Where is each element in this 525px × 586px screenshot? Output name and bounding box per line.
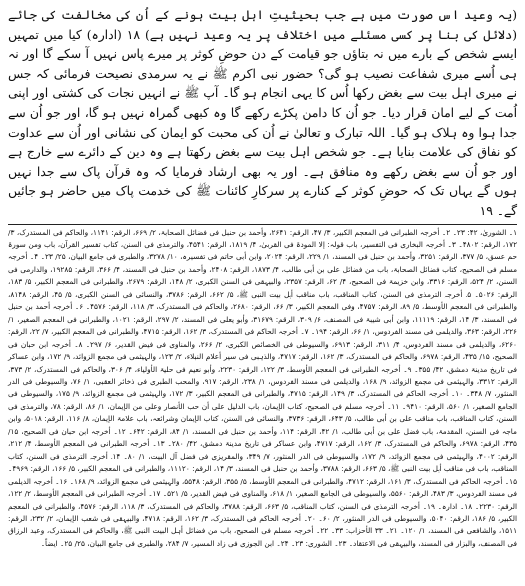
main-paragraph: (یہ وعید اس صورت میں ہے جب بحیثیتِ اہل بیت ہونے کے اُن کی مخالفت کی جائے (دلائل کی بنا پر کسی مسئلے میں اختلاف پر یہ وعید نہیں ہے) ۱۸ (ادارہ) کیا میں تمہیں ایسے شخص کے بارے میں نہ بتاؤں جو قیامت کے دن حوضِ کوثر پر میرے پاس نہیں آ سکے گا اور نہ ہی اُسے میری شفاعت نصیب ہو گی؟ حضور نبی اکرم ﷺ نے یہ سرمدی نصیحت فرمائی کہ جس نے میری اہل بیت سے بغض رکھا اُس کا یہی انجام ہو گا۔ آپ ﷺ نے انہیں نجات کی کشتی اور اپنی اُمت کے لیے امان قرار دیا۔ جو اُن کا دامن پکڑے رکھے گا وہ کبھی گمراہ نہیں ہو گا، اور جو اُن سے جدا ہوا وہ ہلاک ہو گیا۔ اللہ تبارک و تعالیٰ نے اُن کی محبت کو ایمان کی نشانی اور اُن سے عداوت کو نفاق کی علامت بنایا ہے۔ جو شخص اہل بیت سے بغض رکھتا ہے وہ دین کے دائرے سے خارج ہے اور جو اُن سے بغض رکھے وہ منافق ہے۔ اور یہ بھی ارشاد فرمایا کہ وہ قرآن پاک سے جدا نہیں ہوں گے یہاں تک کہ حوضِ کوثر کے کنارے پر سرکارِ کائنات ﷺ کی خدمت پاک میں حاضر ہو جائیں گے۔ ۱۹ (8, 8, 517, 218)
footnotes-block (8, 227, 517, 551)
footnote-separator (8, 224, 517, 225)
footnotes-text: ۱۔ الشوریٰ، ۴۲: ۲۳۔ ۲۔ أخرجہ الطبرانی فی المعجم الکبیر، ۳/ ۴۷، الرقم: ۲۶۴۱، وأحمد بن حنبل فی فضائل الصحابۃ، ۲/ ۶۶۹، الرقم: ۱۱۴۱، والحاکم فی المستدرک، ۳/ ۱۷۲، الرقم: ۴۸۰۲۔ ۳۔ أخرجہ البخاری فی التفسیر، باب قولہ: إلا المودۃ فی القربیٰ، ۴/ ۱۸۱۹، الرقم: ۴۵۴۱، والترمذی فی السنن، کتاب تفسیر القرآن، باب ومن سورۃ حم عسق، ۵/ ۳۷۷، الرقم: ۳۲۵۱، وأحمد بن حنبل فی المسند، ۱/ ۲۲۹، الرقم: ۲۰۲۴، وابن أبی حاتم فی تفسیرہ، ۱۰/ ۳۲۷۸، والطبری فی جامع البیان، ۲۵/ ۲۳۔ ۴۔ أخرجہ مسلم فی الصحیح، کتاب فضائل الصحابۃ، باب من فضائل علی بن أبی طالب، ۴/ ۱۸۷۳، الرقم: ۲۴۰۸، وأحمد بن حنبل فی المسند، ۴/ ۳۶۶، الرقم: ۱۹۲۸۵، والدارمی فی السنن، ۲/ ۵۲۴، الرقم: ۳۳۱۶، وابن خزیمۃ فی الصحیح، ۴/ ۶۲، الرقم: ۲۳۵۷، والبیہقی فی السنن الکبری، ۲/ ۱۴۸، الرقم: ۲۶۷۹، والطبرانی فی المعجم الکبیر، ۵/ ۱۸۳، الرقم: ۵۰۲۶۔ ۵۔ أخرجہ الترمذی فی السنن، کتاب المناقب، باب مناقب أہل بیت النبی ﷺ، ۵/ ۶۶۲، الرقم: ۳۷۸۶، والنسائی فی السنن الکبری، ۵/ ۴۵، الرقم: ۸۱۴۸، والطبرانی فی المعجم الأوسط، ۵/ ۸۹، الرقم: ۴۷۵۷، وفی المعجم الکبیر، ۳/ ۶۶، الرقم: ۲۶۸۰، والحاکم فی المستدرک، ۳/ ۱۱۸، الرقم: ۴۵۷۶۔ ۶۔ أخرجہ أحمد بن حنبل فی المسند، ۳/ ۱۴، الرقم: ۱۱۱۱۹، وابن أبی شیبۃ فی المصنف، ۶/ ۳۰۹، الرقم: ۳۱۶۷۹، وأبو یعلی فی المسند، ۲/ ۲۹۷، الرقم: ۱۰۲۱، والطبرانی فی المعجم الصغیر، ۱/ ۲۲۶، الرقم: ۳۶۳، والدیلمی فی مسند الفردوس، ۱/ ۶۶، الرقم: ۱۹۴۔ ۷۔ أخرجہ الحاکم فی المستدرک، ۳/ ۱۶۲، الرقم: ۴۷۱۵، والطبرانی فی المعجم الکبیر، ۷/ ۲۲، الرقم: ۶۲۶۰، والدیلمی فی مسند الفردوس، ۴/ ۳۱۱، الرقم: ۶۹۱۳، والسیوطی فی الخصائص الکبری، ۲/ ۲۶۶، والمناوی فی فیض القدیر، ۶/ ۲۹۷۔ ۸۔ أخرجہ ابن حبان فی الصحیح، ۱۵/ ۴۳۵، الرقم: ۶۹۷۸، والحاکم فی المستدرک، ۳/ ۱۶۲، الرقم: ۴۷۱۷، والذہبی فی سیر أعلام النبلاء، ۲/ ۱۲۳، والہیثمی فی مجمع الزوائد، ۹/ ۱۷۲، وابن عساکر فی تاریخ مدینۃ دمشق، ۴۲/ ۳۵۵۔ ۹۔ أخرجہ الطبرانی فی المعجم الأوسط، ۳/ ۱۲۲، الرقم: ۲۲۳۰، وأبو نعیم فی حلیۃ الأولیاء، ۴/ ۳۰۶، والحاکم فی المستدرک، ۲/ ۳۷۳، الرقم: ۳۳۱۲، والہیثمی فی مجمع الزوائد، ۹/ ۱۶۸، والدیلمی فی مسند الفردوس، ۱/ ۲۳۸، الرقم: ۹۱۷، والمحب الطبری فی ذخائر العقبی، ۱/ ۷۶، والسیوطی فی الدر المنثور، ۷/ ۳۴۸۔ ۱۰۔ أخرجہ الحاکم فی المستدرک، ۳/ ۱۴۹، الرقم: ۴۷۱۵، والطبرانی فی المعجم الکبیر، ۳/ ۱۷۲، والہیثمی فی مجمع الزوائد، ۹/ ۱۷۵، والسیوطی فی الجامع الصغیر، ۱/ ۵۶۰، الرقم: ۹۴۱۰۔ ۱۱۔ أخرجہ مسلم فی الصحیح، کتاب الإیمان، باب الدلیل علی أن حب الأنصار وعلی من الإیمان، ۱/ ۸۶، الرقم: ۷۸، والترمذی فی السنن، کتاب المناقب، باب مناقب علی بن أبی طالب، ۵/ ۶۴۳، الرقم: ۳۷۳۶، والنسائی فی السنن، کتاب الإیمان وشرائعہ، باب علامۃ الإیمان، ۸/ ۱۱۶، الرقم: ۵۰۱۸، وابن ماجہ فی السنن، المقدمۃ، باب فضل علی بن أبی طالب، ۱/ ۴۲، الرقم: ۱۱۴، وأحمد بن حنبل فی المسند، ۱/ ۸۴، الرقم: ۶۴۲۔ ۱۲۔ أخرجہ ابن حبان فی الصحیح، ۱۵/ ۴۳۵، الرقم: ۶۹۷۸، والحاکم فی المستدرک، ۳/ ۱۶۲، الرقم: ۴۷۱۷، وابن عساکر فی تاریخ مدینۃ دمشق، ۴۲/ ۲۸۰۔ ۱۳۔ أخرجہ الطبرانی فی المعجم الأوسط، ۴/ ۲۱۲، الرقم: ۴۰۰۲، والہیثمی فی مجمع الزوائد، ۹/ ۱۷۲، والسیوطی فی الدر المنثور، ۷/ ۳۴۹، والمقریزی فی فضل آل البیت، ۱/ ۸۰۔ ۱۴۔ أخرجہ الترمذی فی السنن، کتاب المناقب، باب فی مناقب أہل بیت النبی ﷺ، ۵/ ۶۶۳، الرقم: ۳۷۸۸، وأحمد بن حنبل فی المسند، ۳/ ۱۴، الرقم: ۱۱۱۲۰، والطبرانی فی المعجم الکبیر، ۵/ ۱۶۶، الرقم: ۴۹۶۹۔ ۱۵۔ أخرجہ الحاکم فی المستدرک، ۳/ ۱۶۱، الرقم: ۴۷۱۲، والطبرانی فی المعجم الأوسط، ۵/ ۳۵۵، الرقم: ۵۵۴۸، والہیثمی فی مجمع الزوائد، ۹/ ۱۶۸۔ ۱۶۔ أخرجہ الدیلمی فی مسند الفردوس، ۳/ ۴۸۳، الرقم: ۵۵۶۰، والسیوطی فی الجامع الصغیر، ۱/ ۶۱۸، والمناوی فی فیض القدیر، ۵/ ۵۲۱۔ ۱۷۔ أخرجہ الطبرانی فی المعجم الأوسط، ۲/ ۱۲۲، الرقم: ۲۲۳۰۔ ۱۸۔ ادارہ۔ ۱۹۔ أخرجہ الترمذی فی السنن، کتاب المناقب، ۵/ ۶۶۳، الرقم: ۳۷۸۸، والحاکم فی المستدرک، ۳/ ۱۱۸، الرقم: ۴۵۷۶، والطبرانی فی المعجم الکبیر، ۵/ ۱۸۶، الرقم: ۵۰۴۰، والسیوطی فی الدر المنثور، ۲/ ۶۰۔ ۲۰۔ أخرجہ الحاکم فی المستدرک، ۳/ ۱۶۲، الرقم: ۴۷۱۸، والبیہقی فی شعب الإیمان، ۲/ ۲۳۲، الرقم: ۱۵۱۱، والشافعی فی المسند، ۱/ ۱۲۰۔ ۲۱۔ ۳۳ الأحزاب: ۳۳۔ ۲۲۔ أخرجہ مسلم فی الصحیح، باب من فضائل أہل البیت النبی ﷺ، والحاکم فی المستدرک، وعبد الرزاق فی المصنف، والبزار فی المسند، والبیہقی فی الاعتقاد۔ ۲۳۔ الشوری: ۲۳۔ ۲۴۔ ابن الجوزی فی زاد المسیر، ۷/ ۲۸۴، والطبری فی جامع البیان، ۲۵/ ۲۵۔ ایضاً۔ (8, 227, 518, 548)
main-text-block (8, 6, 517, 222)
